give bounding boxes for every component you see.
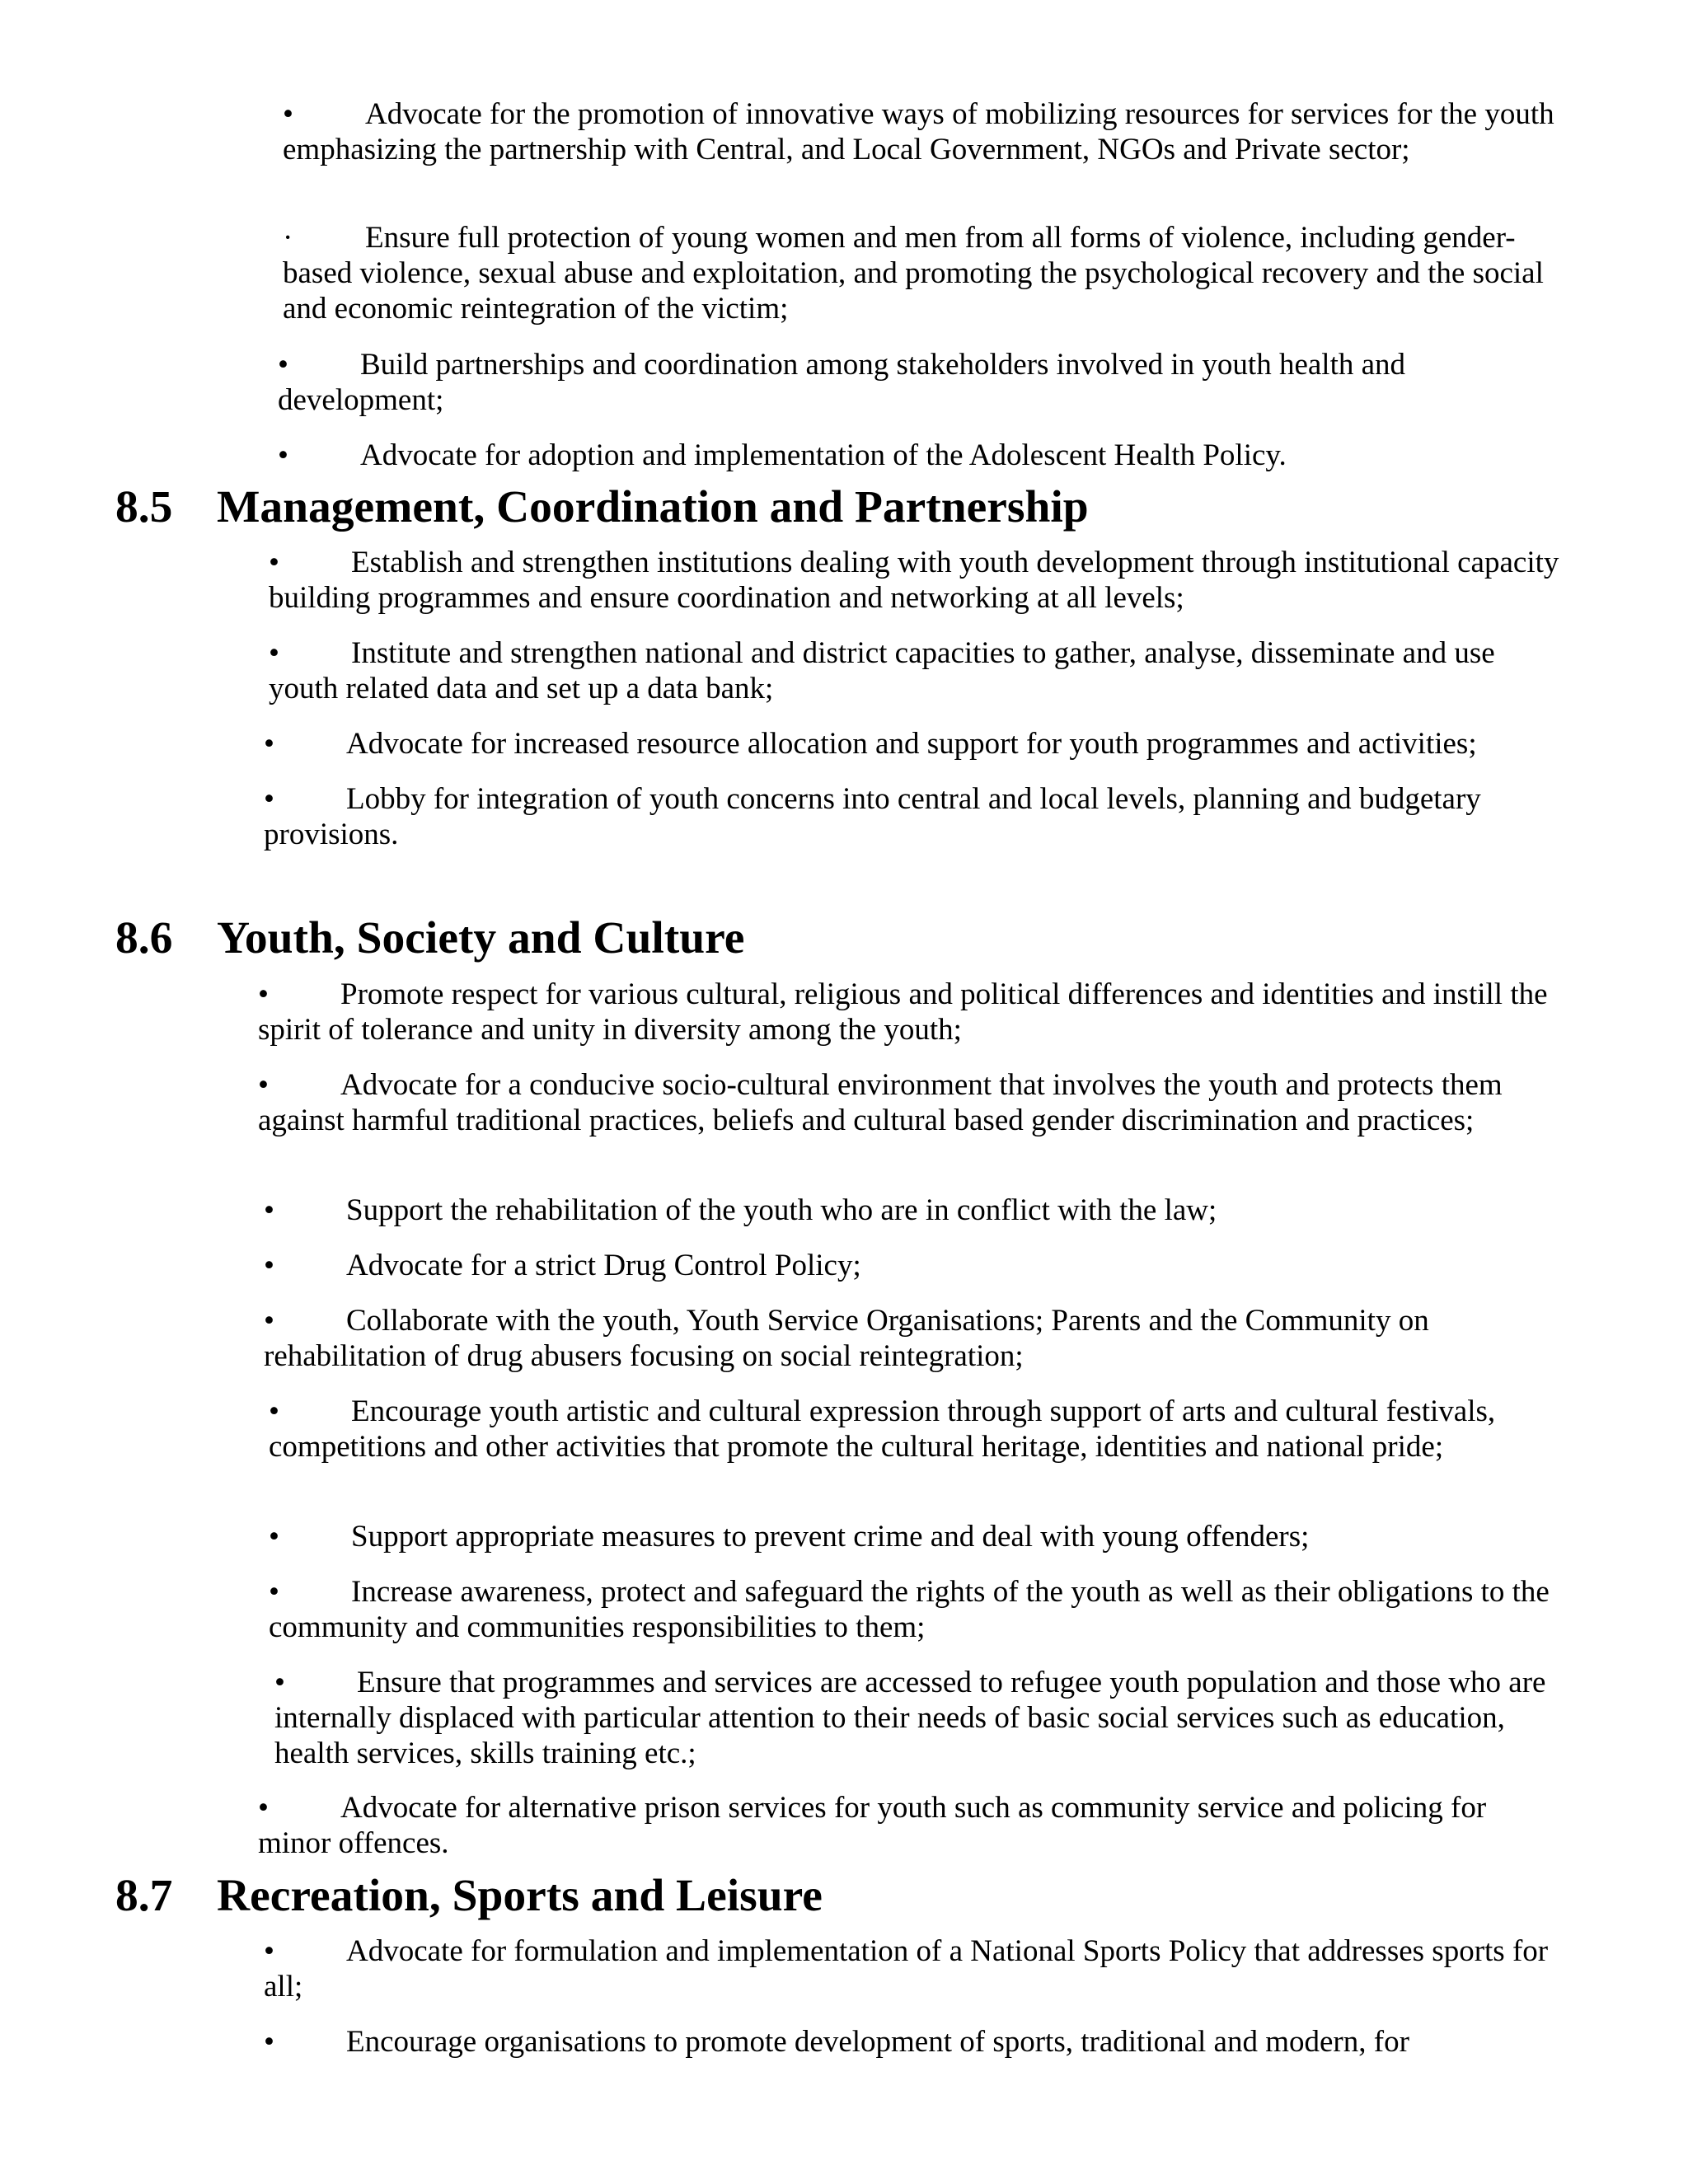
section-number: 8.5 — [115, 482, 173, 532]
list-item-text: Advocate for a conducive socio-cultural environment that involves the youth and protects them against harmful traditional practices, beliefs and cultural based gender discrimination and practices; — [258, 1068, 1503, 1137]
section-heading — [115, 482, 1089, 532]
list-item-text: Support appropriate measures to prevent crime and deal with young offenders; — [351, 1520, 1310, 1554]
bullet-marker: • — [274, 1666, 285, 1699]
list-item-text: Build partnerships and coordination among stakeholders involved in youth health and development; — [278, 348, 1406, 417]
bullet-marker: • — [278, 438, 288, 472]
list-item-text: Ensure full protection of young women and men from all forms of violence, including gender-based violence, sexual abuse and exploitation, and promoting the psychological recovery and the social and economic reintegration of the victim; — [283, 221, 1544, 326]
bullet-marker: • — [264, 1304, 274, 1338]
bullet-marker: • — [269, 546, 279, 579]
section-title: Recreation, Sports and Leisure — [217, 1871, 823, 1921]
list-item — [264, 2024, 1558, 2060]
section-number: 8.7 — [115, 1871, 173, 1921]
list-item — [269, 545, 1563, 616]
list-item-text: Advocate for adoption and implementation of the Adolescent Health Policy. — [360, 438, 1287, 472]
list-item-text: Increase awareness, protect and safeguard the rights of the youth as well as their obligations to the community and communities responsibilities to them; — [269, 1575, 1550, 1644]
bullet-marker: • — [269, 1394, 279, 1428]
bullet-marker: • — [269, 1575, 279, 1609]
section-heading — [115, 1871, 823, 1921]
bullet-marker: • — [264, 2025, 274, 2059]
section-title: Youth, Society and Culture — [217, 913, 745, 963]
bullet-marker: • — [269, 1520, 279, 1554]
list-item-text: Lobby for integration of youth concerns into central and local levels, planning and budgetary provisions. — [264, 782, 1481, 851]
bullet-marker: • — [258, 1791, 269, 1825]
list-item — [258, 977, 1552, 1047]
bullet-marker: • — [264, 1934, 274, 1968]
list-item-text: Advocate for formulation and implementation of a National Sports Policy that addresses sports for all; — [264, 1934, 1549, 2004]
list-item — [258, 1067, 1552, 1138]
list-item-text: Institute and strengthen national and district capacities to gather, analyse, disseminate and use youth related data and set up a data bank; — [269, 636, 1495, 705]
list-item-text: Advocate for the promotion of innovative ways of mobilizing resources for services for the youth emphasizing the partnership with Central, and Local Government, NGOs and Private sector; — [283, 97, 1554, 166]
list-item-text: Encourage organisations to promote development of sports, traditional and modern, for — [346, 2025, 1409, 2059]
list-item-text: Collaborate with the youth, Youth Service Organisations; Parents and the Community on rehabilitation of drug abusers focusing on social reintegration; — [264, 1304, 1429, 1373]
list-item — [269, 1574, 1563, 1645]
bullet-marker: · — [283, 221, 293, 255]
list-item — [264, 1303, 1558, 1374]
list-item — [278, 438, 1572, 473]
list-item-text: Ensure that programmes and services are accessed to refugee youth population and those who are internally displaced with particular attention to their needs of basic social services such as education, health services, skills training etc.; — [274, 1666, 1546, 1770]
list-item — [269, 635, 1563, 706]
bullet-marker: • — [258, 1068, 269, 1102]
list-item-text: Advocate for increased resource allocation and support for youth programmes and activities; — [346, 727, 1477, 761]
bullet-marker: • — [264, 782, 274, 816]
bullet-marker: • — [283, 97, 293, 131]
list-item-text: Promote respect for various cultural, religious and political differences and identities and instill the spirit of tolerance and unity in diversity among the youth; — [258, 977, 1548, 1047]
list-item — [264, 781, 1574, 852]
bullet-marker: • — [264, 1249, 274, 1282]
list-item — [264, 1193, 1558, 1228]
list-item-text: Encourage youth artistic and cultural expression through support of arts and cultural festivals, competitions and other activities that promote the cultural heritage, identities and national pride; — [269, 1394, 1496, 1464]
list-item — [269, 1394, 1563, 1465]
list-item-text: Advocate for a strict Drug Control Policy; — [346, 1249, 861, 1282]
list-item — [283, 220, 1577, 326]
list-item — [269, 1519, 1563, 1554]
list-item-text: Advocate for alternative prison services for youth such as community service and policing for minor offences. — [258, 1791, 1487, 1860]
list-item — [258, 1790, 1552, 1861]
list-item — [278, 347, 1572, 418]
bullet-marker: • — [269, 636, 279, 670]
bullet-marker: • — [264, 1193, 274, 1227]
list-item-text: Support the rehabilitation of the youth who are in conflict with the law; — [346, 1193, 1217, 1227]
section-heading — [115, 913, 745, 963]
list-item-text: Establish and strengthen institutions dealing with youth development through institutional capacity building programmes and ensure coordination and networking at all levels; — [269, 546, 1559, 615]
bullet-marker: • — [264, 727, 274, 761]
section-number: 8.6 — [115, 913, 173, 963]
bullet-marker: • — [278, 348, 288, 382]
list-item — [283, 96, 1577, 167]
list-item — [264, 1933, 1558, 2004]
list-item — [264, 726, 1558, 762]
list-item — [264, 1248, 1558, 1283]
list-item — [274, 1665, 1568, 1771]
section-title: Management, Coordination and Partnership — [217, 482, 1089, 532]
bullet-marker: • — [258, 977, 269, 1011]
